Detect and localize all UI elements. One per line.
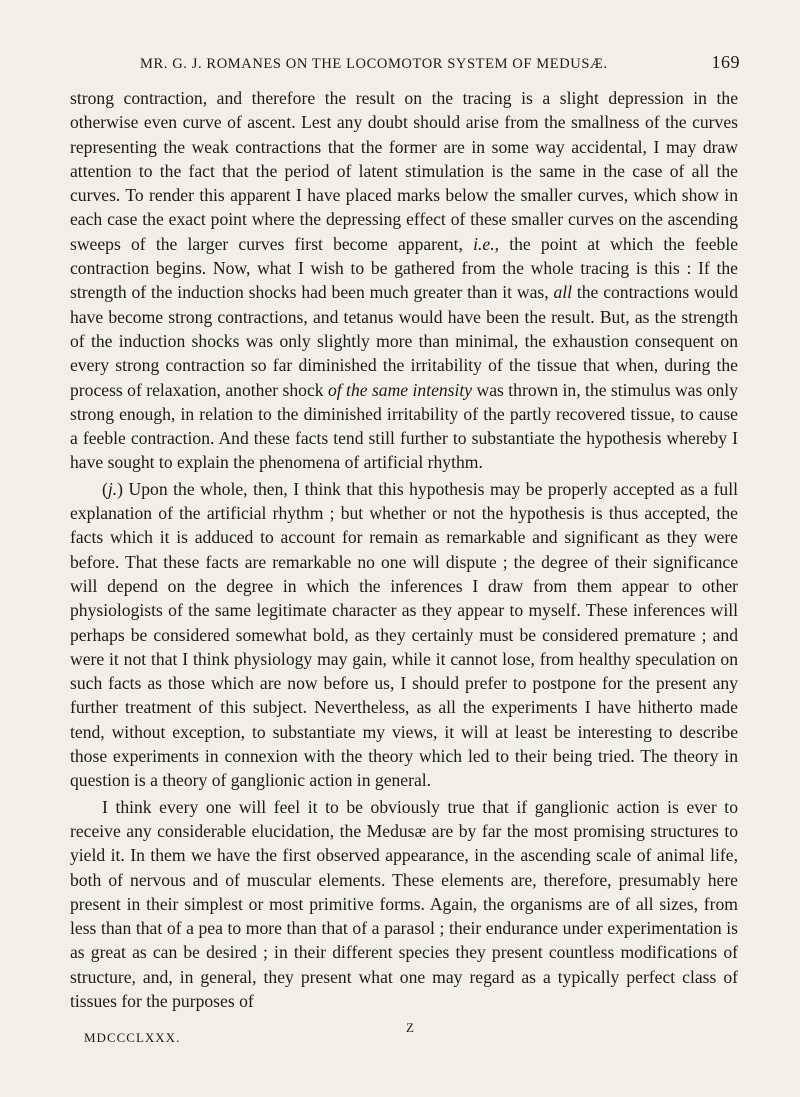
page-header: [140, 52, 740, 76]
section-label: j.: [107, 478, 118, 499]
italic-same-intensity: of the same intensity: [327, 379, 473, 400]
page-number: 169: [711, 52, 740, 72]
running-head: MR. G. J. ROMANES ON THE LOCOMOTOR SYSTEM OF MEDUSÆ.: [140, 56, 608, 72]
text-run: was thrown in, the stimulus was only strong enough, in relation to the diminished irritability of the partly recovered tissue, to cause a feeble contraction. And these facts tend still further to substantiate the hypothesis whereby I have sought to explain the phenomena of artificial rhythm.: [70, 379, 738, 473]
page-footer: [84, 1020, 684, 1048]
italic-all: all: [553, 282, 573, 303]
italic-ie: i.e.: [473, 233, 495, 254]
text-run: I think every one will feel it to be obviously true that if ganglionic action is ever to receive any considerable elucidation, the Medusæ are by far the most promising structures to yield it. In them we have the first observed appearance, in the ascending scale of animal life, both of nervous and of muscular elements. These elements are, therefore, presumably here present in their simplest or most primitive forms. Again, the organisms are of all sizes, from less than that of a pea to more than that of a parasol ; their endurance under experimentation is as great as can be desired ; in their different species they present countless modifications of structure, and, in general, they present what one may regard as a typically perfect class of tissues for the purposes of: [70, 796, 738, 1011]
text-run: , the point at which the feeble contraction begins. Now, what I wish to be gathered from the whole tracing is this : If the strength of the induction shocks had been much greater than it was,: [70, 233, 739, 303]
text-run: Upon the whole, then, I think that this hypothesis may be properly accepted as a full explanation of the artificial rhythm ; but whether or not the hypothesis is thus accepted, the facts which it is adduced to account for remain as remarkable and significant as they were before. That these facts are remarkable no one will dispute ; the degree of their significance will depend on the degree in which the inferences I draw from them appear to other physiologists of the same legitimate character as they appear to myself. These inferences will perhaps be considered somewhat bold, as they certainly must be considered premature ; and were it not that I think physiology may gain, while it cannot lose, from healthy speculation on such facts as those which are now before us, I should prefer to postpone for the present any further treatment of this subject. Nevertheless, as all the experiments I have hitherto made tend, without exception, to substantiate my views, it will at least be interesting to describe those experiments in connexion with the theory which led to their being tried. The theory in question is a theory of ganglionic action in general.: [70, 478, 738, 791]
sheet-date: MDCCCLXXX.: [84, 1030, 181, 1045]
text-run: the contractions would have become strong contractions, and tetanus would have been the result. But, as the strength of the induction shocks was only slightly more than minimal, the exhaustion consequent on every strong contraction so far diminished the irritability of the tissue that when, during the process of relaxation, another shock: [70, 282, 738, 400]
paragraph-3: [70, 795, 738, 1014]
text-run: strong contraction, and therefore the result on the tracing is a slight depression in the otherwise even curve of ascent. Lest any doubt should arise from the smallness of the curves representing the weak contractions that the former are in some way accidental, I may draw attention to the fact that the period of latent stimulation is the same in the case of all the curves. To render this apparent I have placed marks below the smaller curves, which show in each case the exact point where the depressing effect of these smaller curves on the ascending sweeps of the larger curves first become apparent,: [70, 88, 738, 254]
section-label-close: ): [117, 478, 124, 499]
section-label-open: (: [102, 478, 108, 499]
paragraph-1: [70, 86, 738, 475]
article-body: [70, 86, 738, 1013]
printer-signature: Z: [406, 1020, 415, 1035]
paragraph-2: [70, 477, 738, 793]
